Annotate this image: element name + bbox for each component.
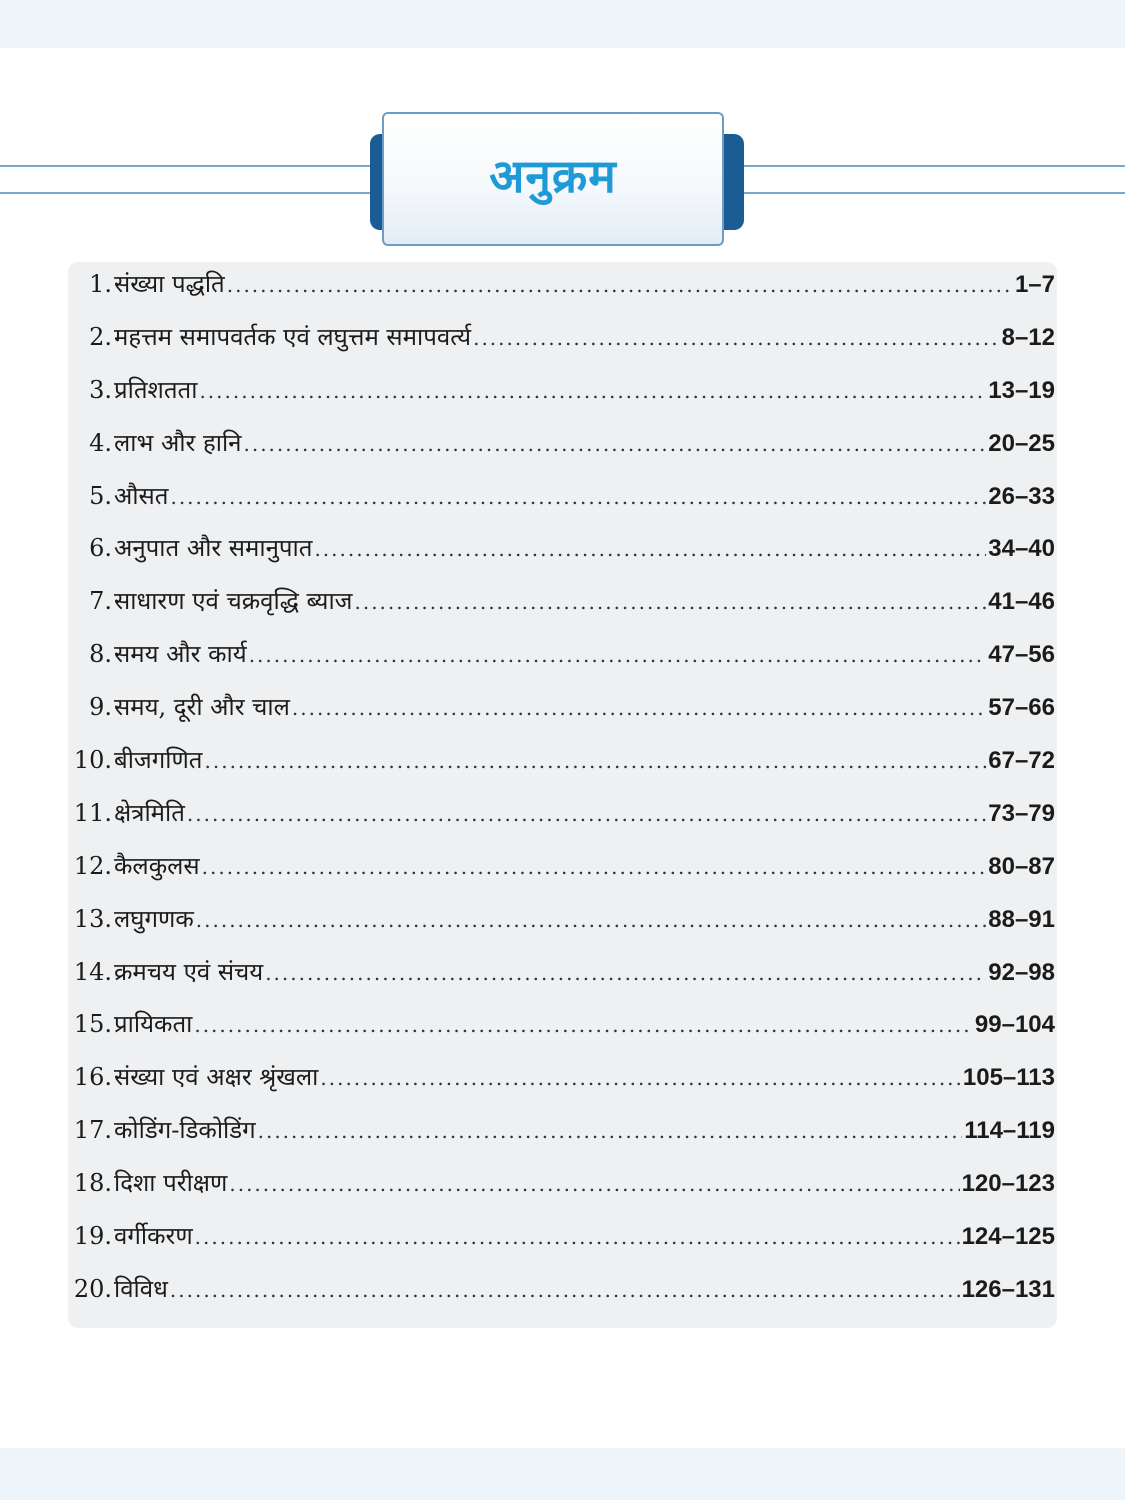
dot-leader (265, 961, 986, 985)
header-rule-left-lower (0, 192, 372, 194)
toc-entry-title: कोडिंग-डिकोडिंग (114, 1116, 256, 1145)
toc-entry-title: समय और कार्य (114, 640, 247, 669)
toc-entry-number: 9. (89, 693, 112, 722)
dot-leader (227, 273, 1013, 297)
toc-entry-title: दिशा परीक्षण (114, 1169, 228, 1198)
toc-entry-number: 18. (73, 1169, 112, 1198)
toc-entry-pages: 88–91 (988, 905, 1055, 933)
toc-entry-title: क्रमचय एवं संचय (114, 957, 264, 986)
toc-entry-title: साधारण एवं चक्रवृद्धि ब्याज (114, 587, 353, 616)
dot-leader (292, 696, 986, 720)
toc-entry-pages: 126–131 (961, 1275, 1055, 1303)
toc-entry-title: लघुगणक (114, 904, 194, 933)
toc-entry-number: 8. (89, 640, 112, 669)
toc-entry-pages: 57–66 (988, 694, 1055, 722)
toc-entry-number: 3. (89, 375, 112, 404)
toc-entry-pages: 41–46 (988, 588, 1055, 616)
toc-entry-pages: 26–33 (988, 482, 1055, 510)
toc-entry-pages: 80–87 (988, 852, 1055, 880)
toc-entry[interactable] (68, 743, 1057, 796)
toc-entry-pages: 120–123 (961, 1170, 1055, 1198)
dot-leader (187, 802, 986, 826)
toc-entry[interactable] (68, 584, 1057, 637)
toc-entry-pages: 99–104 (974, 1011, 1055, 1039)
toc-entry-title: प्रायिकता (114, 1010, 193, 1039)
toc-entry-title: वर्गीकरण (114, 1222, 193, 1251)
toc-entry-number: 20. (73, 1274, 112, 1303)
toc-entry-pages: 67–72 (988, 747, 1055, 775)
top-band (0, 0, 1125, 48)
toc-entry-title: संख्या पद्धति (114, 270, 225, 298)
toc-entry-pages: 8–12 (1001, 323, 1055, 351)
toc-entry[interactable] (68, 849, 1057, 902)
toc-entry[interactable] (68, 373, 1057, 426)
dot-leader (314, 537, 986, 561)
toc-entry-pages: 47–56 (988, 641, 1055, 669)
toc-entry-number: 1. (89, 270, 112, 298)
toc-entry-pages: 73–79 (988, 799, 1055, 827)
toc-entry-number: 7. (89, 587, 112, 616)
toc-entry-number: 6. (89, 534, 112, 563)
toc-entry-pages: 92–98 (988, 958, 1055, 986)
heading-box (382, 112, 724, 246)
dot-leader (229, 1172, 959, 1196)
toc-entry-pages: 105–113 (962, 1064, 1055, 1092)
toc-entry-pages: 124–125 (961, 1223, 1055, 1251)
dot-leader (249, 643, 987, 667)
toc-entry-number: 10. (73, 746, 112, 775)
toc-entry-title: विविध (114, 1274, 168, 1303)
toc-entry[interactable] (68, 902, 1057, 955)
toc-entry-number: 14. (73, 957, 112, 986)
dot-leader (473, 326, 1000, 350)
toc-entry-number: 15. (73, 1010, 112, 1039)
toc-entry[interactable] (68, 320, 1057, 373)
toc-entry[interactable] (68, 1219, 1057, 1272)
toc-entry-title: लाभ और हानि (114, 428, 242, 457)
toc-entry[interactable] (68, 796, 1057, 849)
toc-entry-number: 4. (89, 428, 112, 457)
toc-entry[interactable] (68, 1060, 1057, 1113)
page-title: अनुक्रम (489, 149, 617, 203)
toc-entry-pages: 13–19 (988, 376, 1055, 404)
toc-entry[interactable] (68, 531, 1057, 584)
toc-entry-title: औसत (114, 481, 169, 510)
toc-entry-pages: 20–25 (988, 429, 1055, 457)
toc-entry[interactable] (68, 1166, 1057, 1219)
toc-entry-pages: 1–7 (1014, 271, 1055, 298)
toc-entry[interactable] (68, 955, 1057, 1008)
toc-entry[interactable] (68, 1272, 1057, 1325)
header-rule-right-lower (744, 192, 1125, 194)
dot-leader (170, 485, 986, 509)
toc-entry[interactable] (68, 1007, 1057, 1060)
header-rule-right-upper (744, 165, 1125, 167)
dot-leader (205, 749, 987, 773)
dot-leader (194, 1013, 973, 1037)
toc-entry-number: 11. (73, 798, 112, 827)
toc-entry-number: 13. (73, 904, 112, 933)
toc-entry-title: कैलकुलस (114, 851, 200, 880)
dot-leader (320, 1066, 961, 1090)
toc-entry-title: प्रतिशतता (114, 375, 198, 404)
toc-entry-title: अनुपात और समानुपात (114, 534, 313, 563)
toc-entry[interactable] (68, 690, 1057, 743)
toc-entry-number: 19. (73, 1222, 112, 1251)
toc-entry[interactable] (68, 637, 1057, 690)
toc-entry-title: समय, दूरी और चाल (114, 693, 290, 722)
dot-leader (199, 379, 986, 403)
dot-leader (258, 1119, 963, 1143)
toc-entry[interactable] (68, 267, 1057, 320)
dot-leader (170, 1278, 960, 1302)
toc-entry-number: 12. (73, 851, 112, 880)
toc-entry-title: संख्या एवं अक्षर श्रृंखला (114, 1063, 319, 1092)
toc-entry-title: क्षेत्रमिति (114, 798, 185, 827)
dot-leader (195, 1225, 960, 1249)
toc-entry-number: 2. (89, 322, 112, 351)
dot-leader (354, 590, 986, 614)
dot-leader (196, 908, 986, 932)
toc-entry-number: 16. (73, 1063, 112, 1092)
toc-entry[interactable] (68, 479, 1057, 532)
toc-entry[interactable] (68, 426, 1057, 479)
table-of-contents (68, 267, 1057, 1325)
toc-entry-number: 17. (73, 1116, 112, 1145)
toc-entry-title: बीजगणित (114, 746, 203, 775)
toc-entry-pages: 34–40 (988, 535, 1055, 563)
bottom-band (0, 1448, 1125, 1500)
dot-leader (243, 432, 986, 456)
toc-entry[interactable] (68, 1113, 1057, 1166)
toc-entry-title: महत्तम समापवर्तक एवं लघुत्तम समापवर्त्य (114, 322, 472, 351)
dot-leader (202, 855, 987, 879)
header-rule-left-upper (0, 165, 372, 167)
toc-entry-pages: 114–119 (964, 1117, 1055, 1145)
toc-entry-number: 5. (89, 481, 112, 510)
